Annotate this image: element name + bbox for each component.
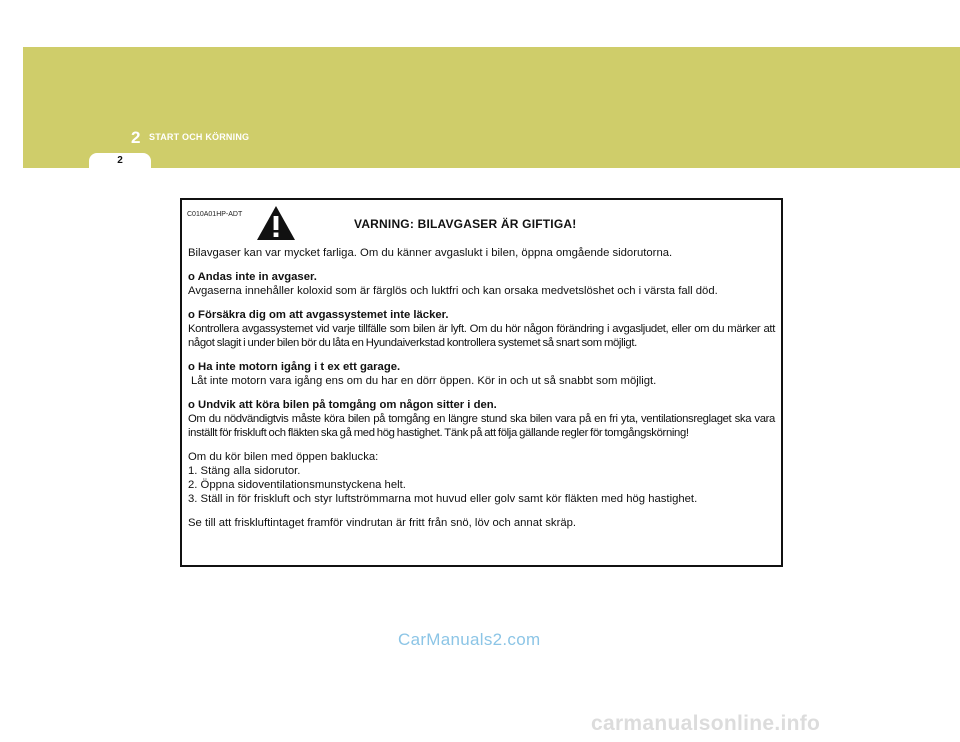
item-text: Kontrollera avgassystemet vid varje tillfälle som bilen är lyft. Om du hör någon förändring i avgasljudet, eller om du märker att något slagit i under bilen bör du låta en Hyundaiverkstad kontrollera systemet så snart som möjligt.	[188, 323, 775, 349]
chapter-number: 2	[131, 128, 141, 147]
step-item: 1. Stäng alla sidorutor.	[188, 465, 301, 477]
item-text: Om du nödvändigtvis måste köra bilen på tomgång en längre stund ska bilen vara på en fri yta, ventilationsreglaget ska vara inställt för friskluft och fläkten ska gå med hög hastighet. Tänk på att följa gällande regler för tomgångskörning!	[188, 413, 775, 439]
step-item: 3. Ställ in för friskluft och styr luftströmmarna mot huvud eller golv samt kör fläkten med hög hastighet.	[188, 493, 698, 505]
chapter-title: START OCH KÖRNING	[149, 132, 250, 142]
item-heading: o Undvik att köra bilen på tomgång om någon sitter i den.	[188, 399, 497, 411]
item-heading: o Försäkra dig om att avgassystemet inte läcker.	[188, 309, 449, 321]
hatch-intro: Om du kör bilen med öppen baklucka:	[188, 451, 379, 463]
exclamation-triangle-icon	[255, 204, 297, 242]
warning-intro: Bilavgaser kan var mycket farliga. Om du känner avgaslukt i bilen, öppna omgående sidorutorna.	[188, 247, 673, 259]
page-number-tab	[89, 153, 151, 168]
page-number: 2	[117, 155, 123, 166]
closing-text: Se till att friskluftintaget framför vindrutan är fritt från snö, löv och annat skräp.	[188, 517, 577, 529]
warning-code: C010A01HP-ADT	[187, 211, 243, 218]
warning-title: VARNING: BILAVGASER ÄR GIFTIGA!	[354, 217, 577, 231]
watermark-carmanualsonline: carmanualsonline.info	[591, 712, 821, 735]
warning-content	[188, 246, 775, 530]
item-text: Avgaserna innehåller koloxid som är färglös och luktfri och kan orsaka medvetslöshet och i värsta fall död.	[188, 285, 718, 297]
warning-box	[180, 198, 783, 567]
item-heading: o Andas inte in avgaser.	[188, 271, 317, 283]
item-text: Låt inte motorn vara igång ens om du har en dörr öppen. Kör in och ut så snabbt som möjligt.	[191, 375, 657, 387]
step-item: 2. Öppna sidoventilationsmunstyckena helt.	[188, 479, 406, 491]
item-heading: o Ha inte motorn igång i t ex ett garage.	[188, 361, 401, 373]
watermark-carmanuals2[interactable]: CarManuals2.com	[398, 630, 541, 649]
chapter-header-band	[23, 47, 960, 168]
